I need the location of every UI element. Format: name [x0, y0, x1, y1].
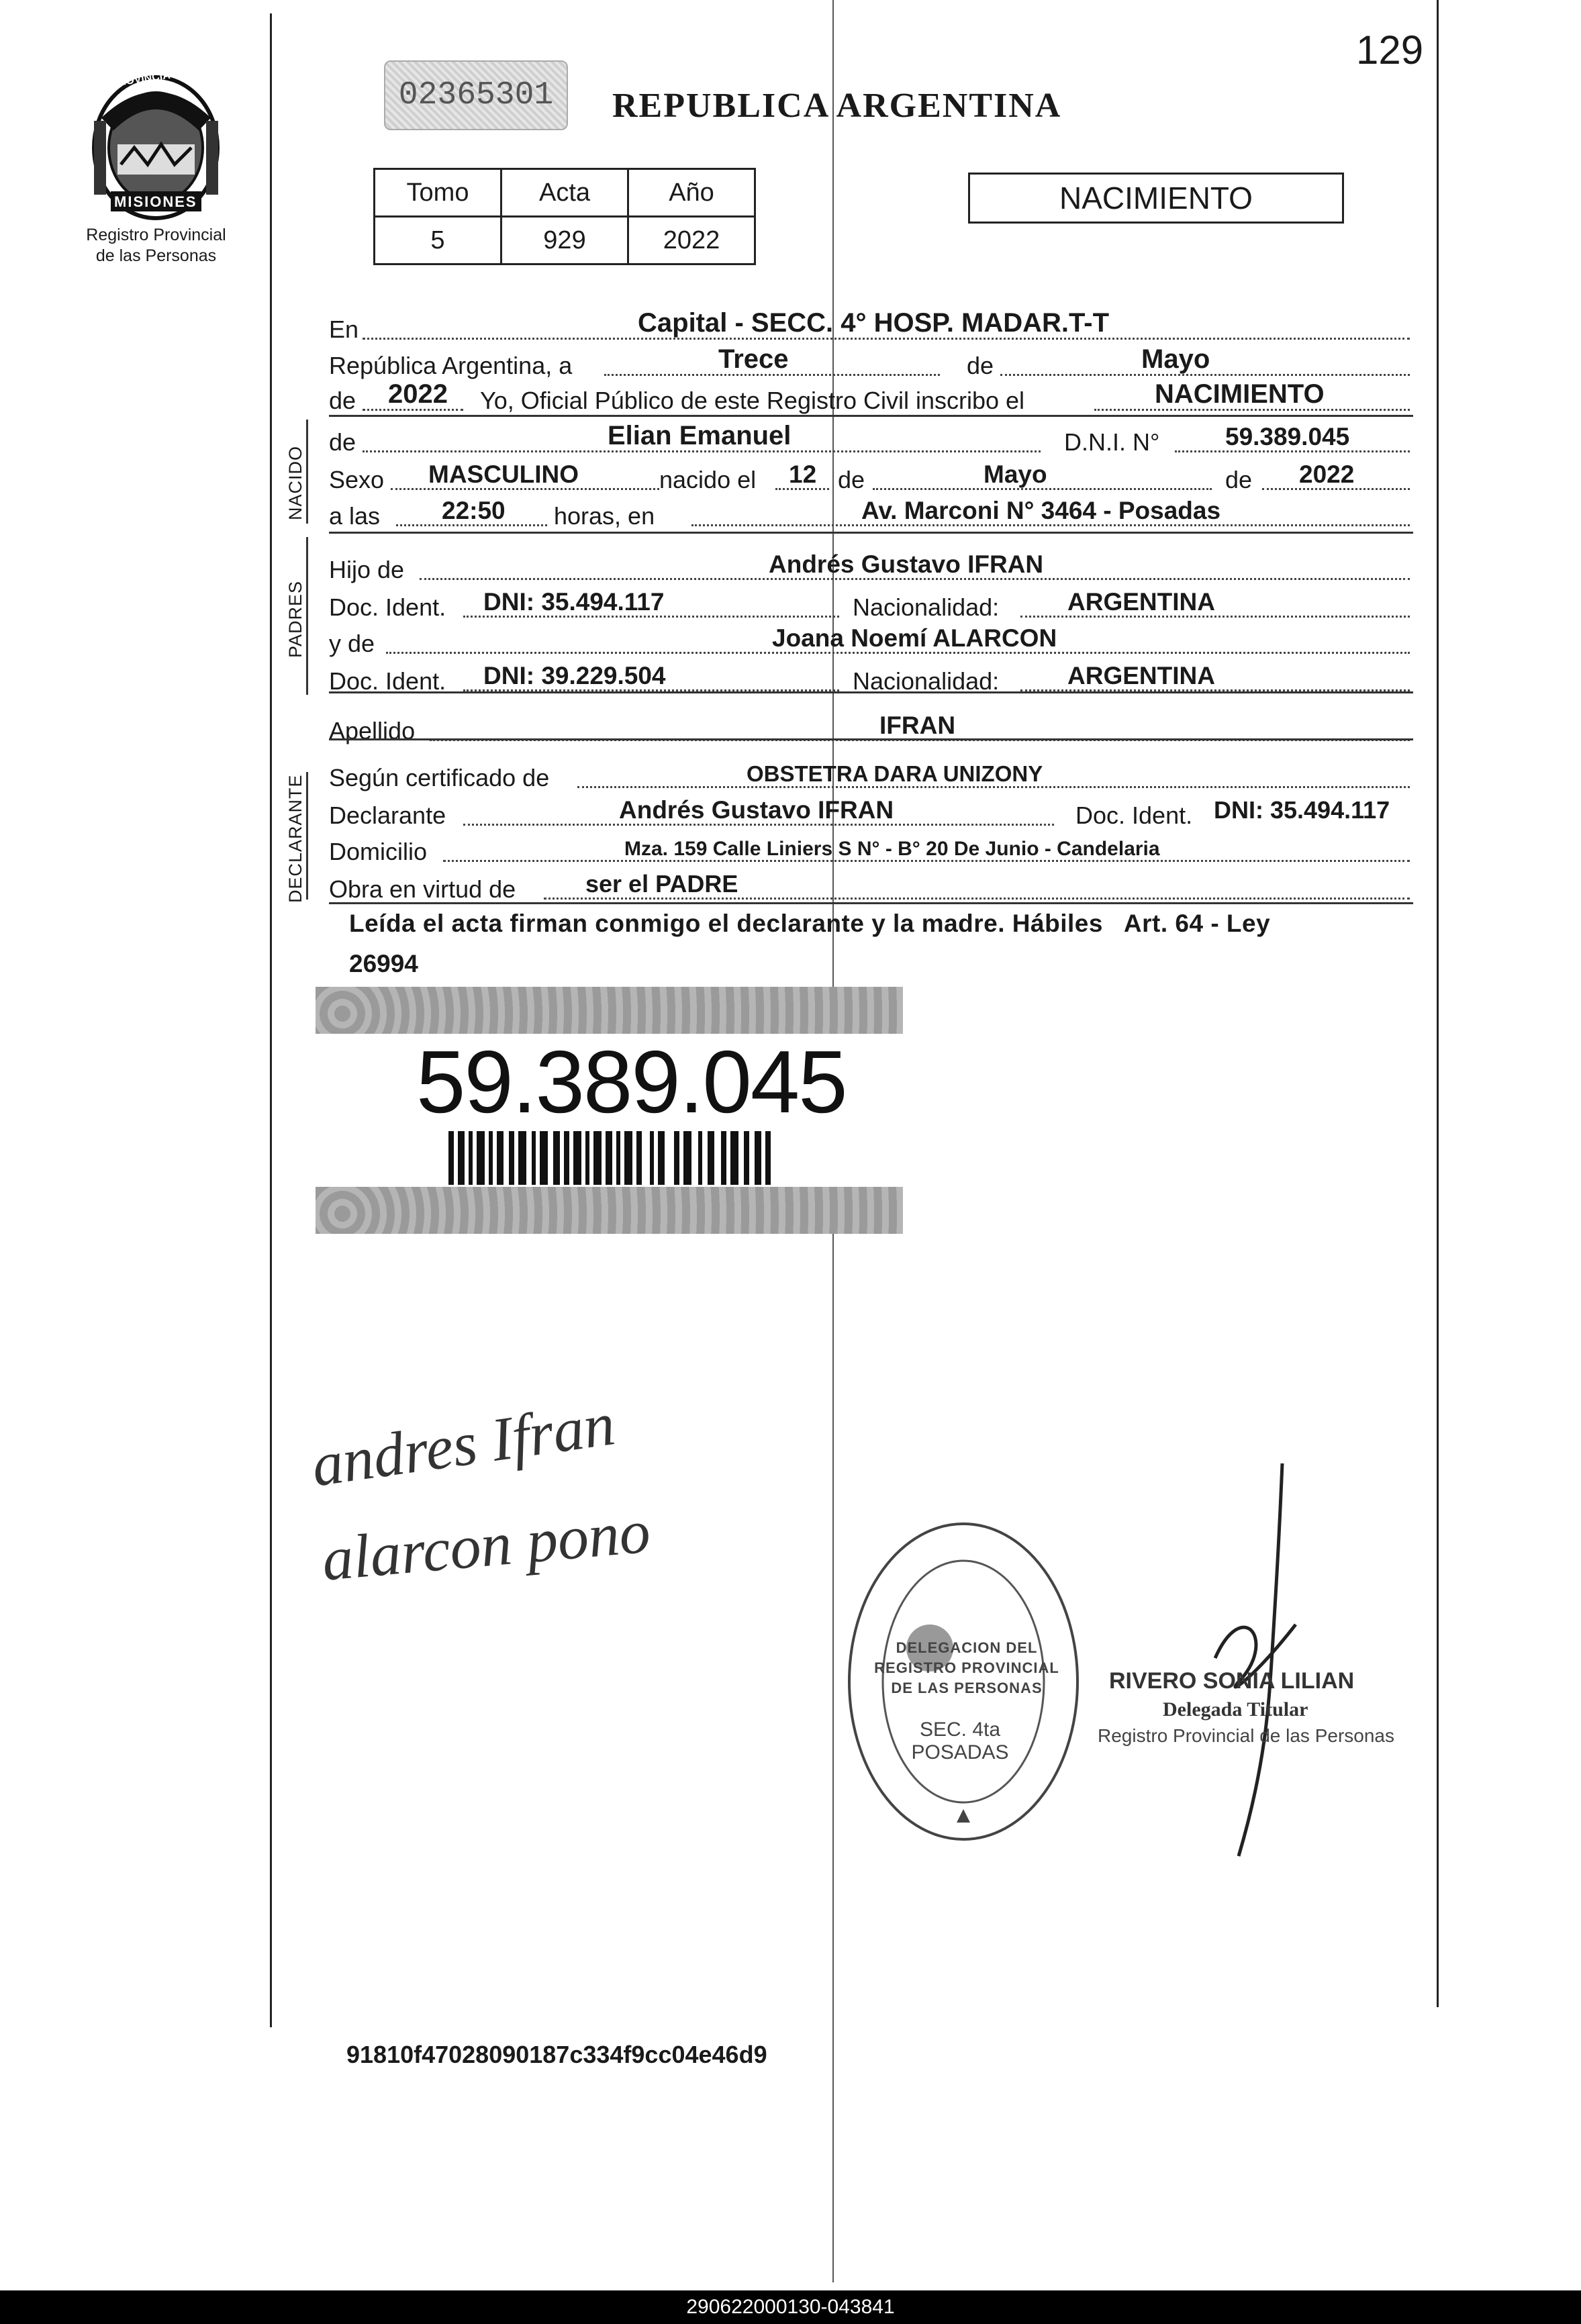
sexo-value: MASCULINO	[428, 461, 579, 488]
dni-card-top-band	[316, 987, 903, 1034]
father-doc: DNI: 35.494.117	[483, 588, 665, 616]
note-line1: Leída el acta firman conmigo el declarante y la madre. Hábiles Art. 64 - Ley	[349, 910, 1271, 937]
official-role: Delegada Titular	[1163, 1698, 1308, 1721]
yde-label: y de	[329, 630, 375, 657]
acta-label: Acta	[501, 169, 628, 217]
nacido-el-label: nacido el	[659, 466, 757, 493]
horas-label: horas, en	[554, 502, 655, 530]
de2-label: de	[329, 387, 356, 414]
birth-place: Av. Marconi N° 3464 - Posadas	[861, 497, 1221, 524]
mother-doc: DNI: 39.229.504	[483, 662, 666, 689]
document-title: REPUBLICA ARGENTINA	[612, 87, 1062, 125]
tomo-label: Tomo	[375, 169, 501, 217]
seal-inner-text: SEC. 4ta POSADAS	[911, 1718, 1009, 1763]
birth-month: Mayo	[984, 461, 1047, 488]
obra-label: Obra en virtud de	[329, 875, 516, 903]
father-nationality: ARGENTINA	[1067, 588, 1215, 616]
alas-label: a las	[329, 502, 381, 530]
acta-value: 929	[501, 217, 628, 264]
note-line2: 26994	[349, 950, 418, 977]
dom-value: Mza. 159 Calle Liniers S N° - B° 20 De Junio - Candelaria	[624, 838, 1160, 860]
barcode	[448, 1131, 771, 1185]
cert-label: Según certificado de	[329, 764, 550, 791]
seal-ring-text: DELEGACION DEL REGISTRO PROVINCIAL DE LAS PERSONAS	[874, 1639, 1059, 1696]
row-hora	[329, 497, 1410, 532]
row-y-de	[329, 624, 1410, 659]
row-republica	[329, 346, 1410, 381]
year-value: 2022	[388, 379, 448, 409]
father-nac-label: Nacionalidad:	[853, 593, 1000, 621]
official-org: Registro Provincial de las Personas	[1098, 1725, 1394, 1746]
dni-label-card	[316, 987, 903, 1234]
org-name-line2: de las Personas	[95, 246, 217, 265]
mother-nac-label: Nacionalidad:	[853, 667, 1000, 695]
row-certificado	[329, 759, 1410, 793]
en-value: Capital - SECC. 4° HOSP. MADAR.T-T	[638, 308, 1110, 338]
left-border	[270, 13, 272, 2027]
dni-card-bottom-band	[316, 1187, 903, 1234]
dni-label: D.N.I. N°	[1064, 428, 1160, 456]
nacido-name: Elian Emanuel	[608, 421, 792, 450]
father-doc-label: Doc. Ident.	[329, 593, 446, 621]
de-label-2: de	[838, 466, 865, 493]
document-hash: 91810f47028090187c334f9cc04e46d9	[346, 2041, 767, 2068]
birth-day: 12	[789, 461, 817, 488]
de-label: de	[967, 352, 994, 379]
dni-card-number: 59.389.045	[416, 1032, 847, 1131]
dom-label: Domicilio	[329, 838, 428, 865]
official-name: RIVERO SONIA LILIAN	[1109, 1668, 1355, 1694]
right-border	[1437, 0, 1439, 2007]
row-obra	[329, 870, 1410, 905]
row-declarante	[329, 796, 1410, 831]
birth-time: 22:50	[442, 497, 506, 524]
en-label: En	[329, 316, 359, 343]
row-apellido	[329, 712, 1410, 746]
row-en	[329, 310, 1410, 345]
row-domicilio	[329, 832, 1410, 867]
decl-name: Andrés Gustavo IFRAN	[619, 796, 894, 824]
mother-doc-label: Doc. Ident.	[329, 667, 446, 695]
sexo-label: Sexo	[329, 466, 385, 493]
page-number: 129	[1356, 28, 1424, 72]
footer-bar	[0, 2290, 1581, 2324]
serial-number: 02365301	[384, 60, 568, 130]
row-sexo	[329, 461, 1410, 495]
de-label-3: de	[1225, 466, 1253, 493]
logo-bottom-text: MISIONES	[114, 193, 197, 210]
obra-value: ser el PADRE	[585, 870, 738, 898]
hijo-label: Hijo de	[329, 556, 405, 583]
official-signature	[1202, 1463, 1336, 1859]
footer-code: 290622000130-043841	[686, 2296, 895, 2318]
birth-year: 2022	[1299, 461, 1355, 488]
nacido-de-label: de	[329, 428, 356, 456]
decl-doc-label: Doc. Ident.	[1075, 802, 1193, 829]
father-name: Andrés Gustavo IFRAN	[769, 550, 1044, 578]
record-header-table	[373, 168, 756, 265]
anio-value: 2022	[628, 217, 755, 264]
apellido-label: Apellido	[329, 717, 416, 744]
mother-name: Joana Noemí ALARCON	[772, 624, 1057, 652]
doc-type-box: NACIMIENTO	[968, 173, 1344, 224]
tomo-value: 5	[375, 217, 501, 264]
handwritten-line1: andres Ifran	[307, 1389, 619, 1500]
row-inscribo	[329, 381, 1410, 416]
inscribo-value: NACIMIENTO	[1155, 379, 1325, 409]
declarante-side-label: DECLARANTE	[285, 774, 305, 903]
day-value: Trece	[718, 344, 789, 374]
logo-arc-text: PROVINCIA DE	[110, 67, 189, 89]
nacido-side-label: NACIDO	[285, 445, 305, 520]
cert-value: OBSTETRA DARA UNIZONY	[747, 761, 1043, 786]
row-father-doc	[329, 588, 1410, 623]
padres-side-label: PADRES	[285, 580, 305, 658]
row-nacido-name	[329, 423, 1410, 458]
mother-nationality: ARGENTINA	[1067, 662, 1215, 689]
decl-label: Declarante	[329, 802, 446, 829]
apellido-value: IFRAN	[879, 712, 956, 739]
nacido-dni: 59.389.045	[1225, 423, 1350, 450]
row-hijo-de	[329, 550, 1410, 585]
org-name-line1: Registro Provincial	[86, 226, 226, 244]
inscribo-label: Yo, Oficial Público de este Registro Civil inscribo el	[480, 387, 1025, 414]
decl-doc: DNI: 35.494.117	[1214, 796, 1390, 824]
month-value: Mayo	[1141, 344, 1210, 374]
republica-label: República Argentina, a	[329, 352, 573, 379]
handwritten-line2: alarcon pono	[319, 1496, 653, 1594]
anio-label: Año	[628, 169, 755, 217]
